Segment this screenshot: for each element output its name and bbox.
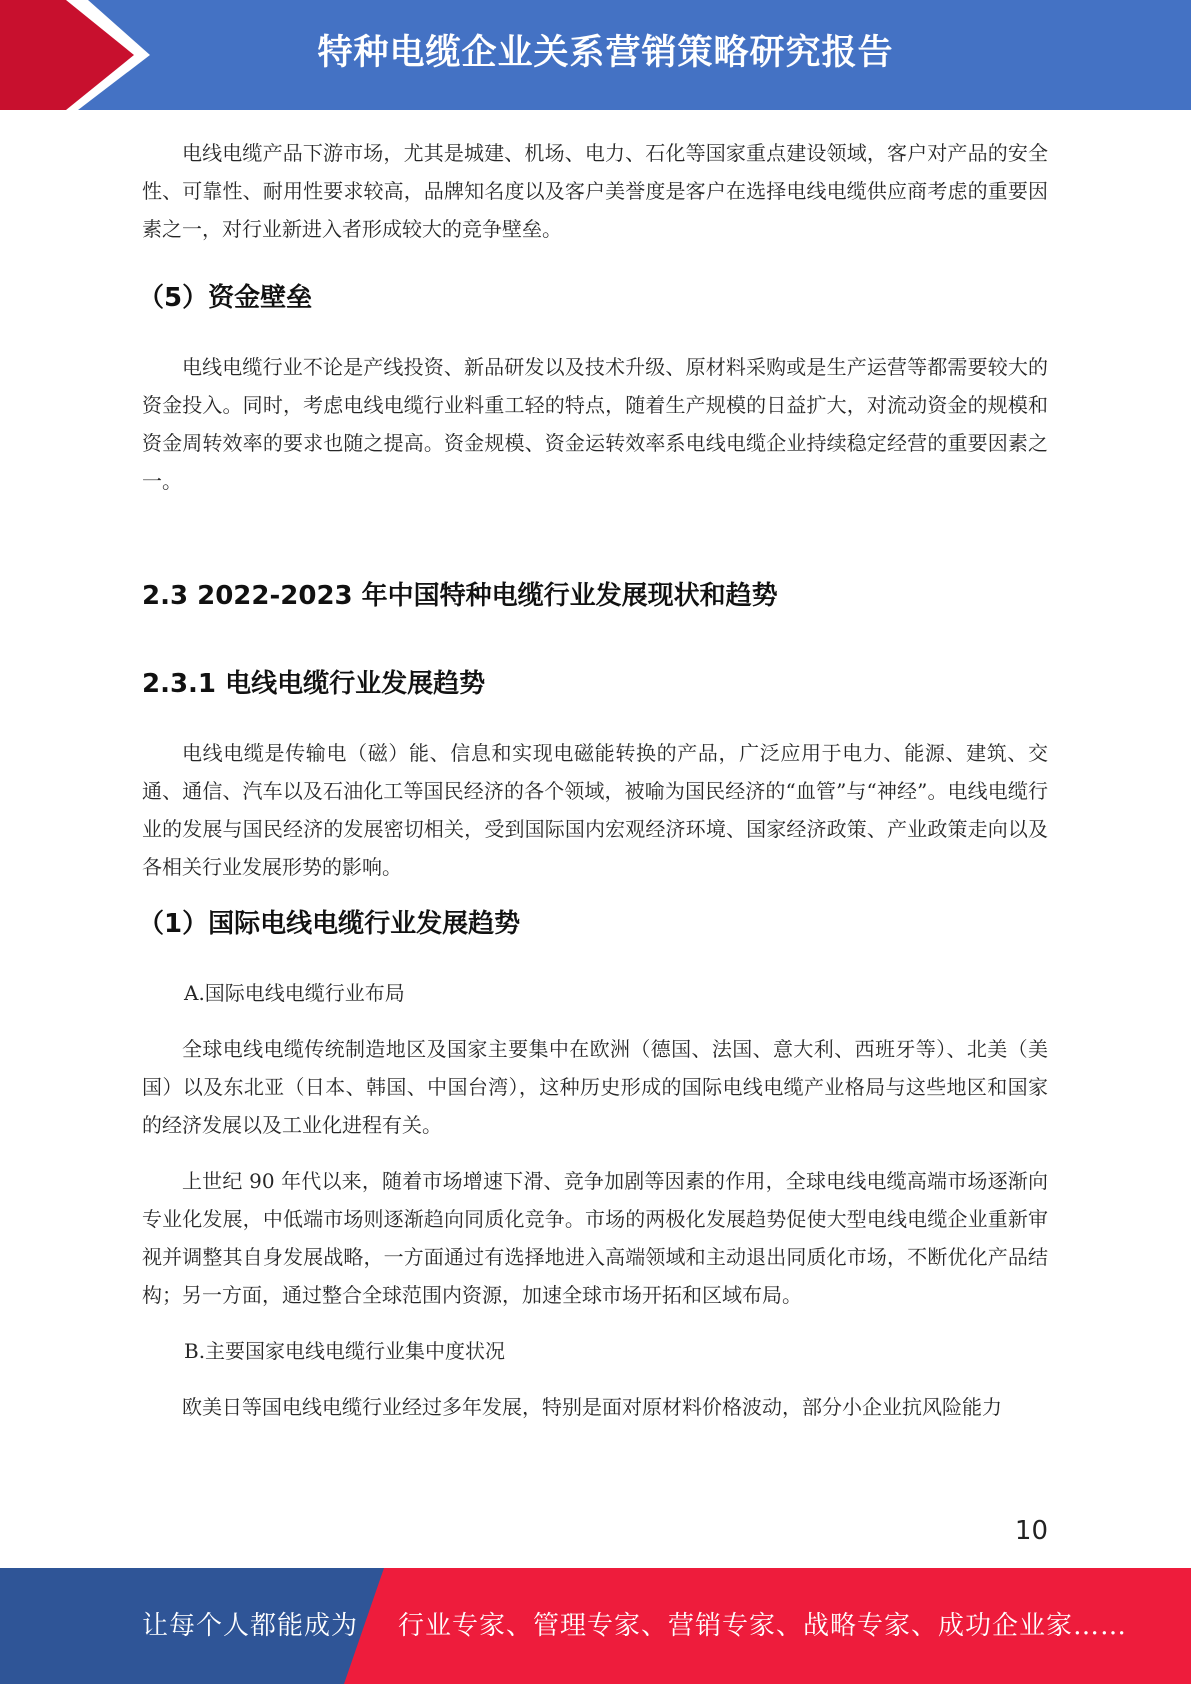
- page-content: [138, 134, 1048, 1426]
- paragraph-capital-barrier: 电线电缆行业不论是产线投资、新品研发以及技术升级、原材料采购或是生产运营等都需要较大的资金投入。同时，考虑电线电缆行业料重工轻的特点，随着生产规模的日益扩大，对流动资金的规模和资金周转效率的要求也随之提高。资金规模、资金运转效率系电线电缆企业持续稳定经营的重要因素之一。: [142, 355, 1048, 493]
- section-heading-2-3-1: 2.3.1 电线电缆行业发展趋势: [142, 669, 486, 699]
- footer-slogan-right: 行业专家、管理专家、营销专家、战略专家、成功企业家……: [398, 1611, 1128, 1641]
- subheading-concentration: B.主要国家电线电缆行业集中度状况: [184, 1339, 506, 1363]
- heading-international-trends: （1）国际电线电缆行业发展趋势: [138, 909, 521, 939]
- report-title: 特种电缆企业关系营销策略研究报告: [317, 33, 894, 73]
- footer-slogan-left: 让每个人都能成为: [142, 1611, 359, 1641]
- heading-capital-barrier: （5）资金壁垒: [138, 283, 313, 313]
- paragraph-global-manufacturing: 全球电线电缆传统制造地区及国家主要集中在欧洲（德国、法国、意大利、西班牙等）、北美（美国）以及东北亚（日本、韩国、中国台湾），这种历史形成的国际电线电缆产业格局与这些地区和国家的经济发展以及工业化进程有关。: [142, 1037, 1048, 1137]
- section-heading-2-3: 2.3 2022-2023 年中国特种电缆行业发展现状和趋势: [142, 581, 778, 611]
- paragraph-concentration: 欧美日等国电线电缆行业经过多年发展，特别是面对原材料价格波动，部分小企业抗风险能力: [182, 1395, 1002, 1419]
- paragraph-brand-barrier: 电线电缆产品下游市场，尤其是城建、机场、电力、石化等国家重点建设领域，客户对产品的安全性、可靠性、耐用性要求较高，品牌知名度以及客户美誉度是客户在选择电线电缆供应商考虑的重要因素之一，对行业新进入者形成较大的竞争壁垒。: [142, 141, 1048, 241]
- page-footer: [0, 1568, 1191, 1684]
- paragraph-cable-overview: 电线电缆是传输电（磁）能、信息和实现电磁能转换的产品，广泛应用于电力、能源、建筑、交通、通信、汽车以及石油化工等国民经济的各个领域，被喻为国民经济的“血管”与“神经”。电线电缆行业的发展与国民经济的发展密切相关，受到国际国内宏观经济环境、国家经济政策、产业政策走向以及各相关行业发展形势的影响。: [142, 741, 1048, 879]
- page-number: 10: [1014, 1516, 1048, 1546]
- subheading-international-layout: A.国际电线电缆行业布局: [184, 981, 405, 1005]
- page-header: [0, 0, 1191, 110]
- paragraph-market-polarization: 上世纪 90 年代以来，随着市场增速下滑、竞争加剧等因素的作用，全球电线电缆高端市场逐渐向专业化发展，中低端市场则逐渐趋向同质化竞争。市场的两极化发展趋势促使大型电线电缆企业重新审视并调整其自身发展战略，一方面通过有选择地进入高端领域和主动退出同质化市场，不断优化产品结构；另一方面，通过整合全球范围内资源，加速全球市场开拓和区域布局。: [142, 1169, 1048, 1307]
